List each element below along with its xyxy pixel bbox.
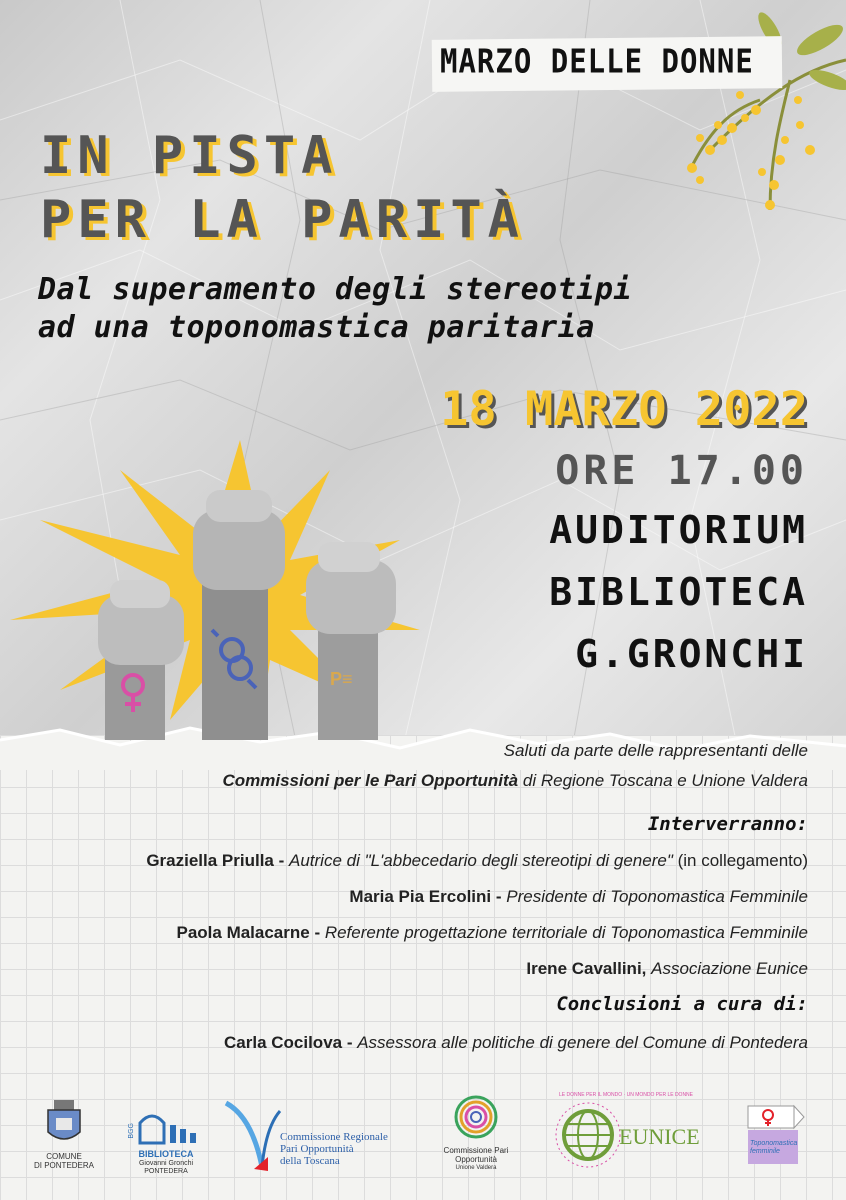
speaker-role: Associazione Eunice: [651, 959, 808, 978]
regione-text: [280, 1131, 388, 1167]
greetings-line-1: [504, 741, 808, 761]
speaker-row: [146, 851, 808, 871]
subtitle-line-2: ad una toponomastica paritaria: [38, 310, 595, 345]
speakers-heading: Interverranno:: [647, 813, 808, 835]
logo-commissione-regionale: [222, 1097, 412, 1172]
eunice-motto: LE DONNE PER IL MONDO · UN MONDO PER LE DONNE: [559, 1092, 693, 1098]
valdera-line-2: Opportunità: [455, 1154, 497, 1164]
speaker-row: [349, 887, 808, 907]
regione-line-1: Commissione Regionale: [280, 1131, 388, 1143]
speaker-role: Autrice di "L'abbecedario degli stereotipi di genere": [288, 851, 673, 870]
logo-commissione-valdera: [440, 1092, 512, 1171]
logo-eunice: [553, 1092, 713, 1170]
topo-line-1: Toponomastica: [750, 1140, 798, 1147]
conclusion-row: [224, 1033, 808, 1053]
logo-biblioteca: [130, 1105, 202, 1175]
globe-icon: [553, 1100, 623, 1170]
logo-comune-pontedera: [34, 1098, 94, 1171]
series-label: MARZO DELLE DONNE: [440, 41, 754, 81]
greetings-rest: di Regione Toscana e Unione Valdera: [518, 771, 808, 790]
biblioteca-subcaption: Giovanni Gronchi: [138, 1159, 194, 1167]
topo-line-2: femminile: [750, 1147, 780, 1155]
logo-toponomastica: [746, 1104, 806, 1166]
bgg-mark: BGG: [128, 1123, 135, 1139]
regione-line-2: Pari Opportunità: [280, 1143, 354, 1156]
library-building-icon: [130, 1105, 202, 1145]
regione-swoosh-icon: [222, 1097, 282, 1172]
greetings-line-2: [222, 771, 808, 791]
speaker-role: Referente progettazione territoriale di Toponomastica Femminile: [324, 923, 808, 942]
speaker-name: Paola Malacarne -: [176, 923, 325, 942]
subtitle-line-1: Dal superamento degli stereotipi: [38, 272, 632, 307]
right-fist: [306, 542, 396, 740]
valdera-line-1: Commissione Pari: [443, 1146, 509, 1155]
title-line-2: PER LA PARITÀ: [40, 190, 525, 250]
speaker-note: (in collegamento): [672, 851, 808, 870]
street-sign-icon: [746, 1104, 806, 1166]
venue-line-1: AUDITORIUM: [549, 508, 808, 552]
speaker-row: [526, 959, 808, 979]
pw-tattoo: P≡: [330, 669, 353, 689]
conclusion-role: Assessora alle politiche di genere del Comune di Pontedera: [357, 1033, 808, 1052]
speaker-role: Presidente di Toponomastica Femminile: [506, 887, 808, 906]
biblioteca-caption: BIBLIOTECA: [138, 1149, 194, 1159]
speaker-name: Graziella Priulla -: [146, 851, 289, 870]
eunice-wordmark: EUNICE: [619, 1124, 700, 1149]
valdera-line-3: Unione Valdera: [455, 1164, 497, 1171]
event-time: ORE 17.00: [555, 448, 808, 494]
valdera-rings-icon: [440, 1092, 512, 1142]
toponomastica-caption: [750, 1140, 797, 1155]
title-line-1: IN PISTA: [40, 126, 339, 186]
greetings-text: Saluti da parte delle rappresentanti delle: [503, 741, 808, 760]
conclusion-name: Carla Cocilova -: [224, 1033, 358, 1052]
speaker-name: Irene Cavallini,: [526, 959, 652, 978]
raised-fists-illustration: [0, 430, 430, 740]
greetings-commissions: Commissioni per le Pari Opportunità: [222, 771, 519, 790]
speaker-name: Maria Pia Ercolini -: [349, 887, 507, 906]
venue-line-3: G.GRONCHI: [575, 632, 808, 676]
mimosa-branch-illustration: [670, 0, 846, 220]
regione-line-3: della Toscana: [280, 1155, 340, 1168]
venue-line-2: BIBLIOTECA: [549, 570, 808, 614]
comune-crest-icon: [34, 1098, 94, 1148]
speaker-row: [176, 923, 808, 943]
biblioteca-city: PONTEDERA: [144, 1167, 188, 1175]
event-date: 18 MARZO 2022: [440, 382, 808, 437]
comune-caption: COMUNE DI PONTEDERA: [34, 1152, 95, 1170]
conclusions-heading: Conclusioni a cura di:: [556, 993, 808, 1015]
